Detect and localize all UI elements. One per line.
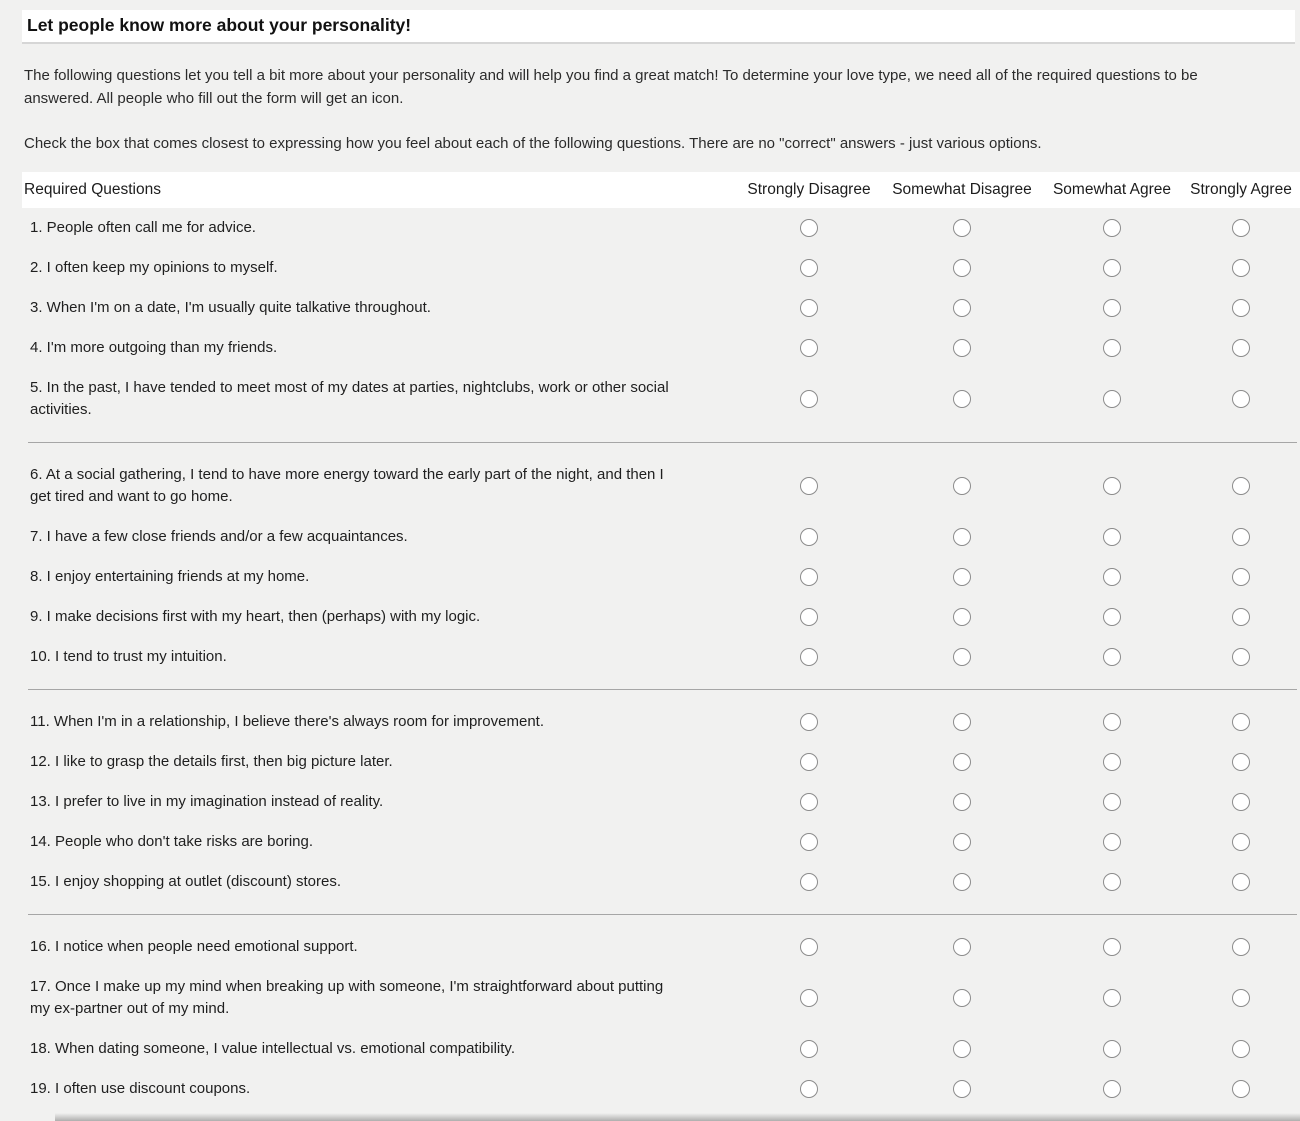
radio-q11-strongly-disagree[interactable] (800, 713, 818, 731)
radio-q8-somewhat-agree[interactable] (1103, 568, 1121, 586)
question-row (22, 702, 1300, 742)
radio-q5-strongly-agree[interactable] (1232, 390, 1250, 408)
radio-q5-somewhat-agree[interactable] (1103, 390, 1121, 408)
question-text: 10. I tend to trust my intuition. (30, 647, 227, 665)
question-row (22, 288, 1300, 328)
question-row (22, 208, 1300, 248)
radio-q19-strongly-agree[interactable] (1232, 1080, 1250, 1098)
radio-q7-strongly-agree[interactable] (1232, 528, 1250, 546)
question-row (22, 597, 1300, 637)
radio-q8-strongly-disagree[interactable] (800, 568, 818, 586)
question-text: 16. I notice when people need emotional support. (30, 937, 358, 955)
radio-q14-strongly-disagree[interactable] (800, 833, 818, 851)
radio-q13-strongly-agree[interactable] (1232, 793, 1250, 811)
radio-q18-strongly-agree[interactable] (1232, 1040, 1250, 1058)
intro-paragraph-2: Check the box that comes closest to expressing how you feel about each of the following questions. There are no "correct" answers - just various options. (24, 135, 1042, 152)
section-divider (28, 442, 1297, 443)
radio-q16-strongly-agree[interactable] (1232, 938, 1250, 956)
radio-q11-somewhat-disagree[interactable] (953, 713, 971, 731)
radio-q12-somewhat-agree[interactable] (1103, 753, 1121, 771)
radio-q18-somewhat-agree[interactable] (1103, 1040, 1121, 1058)
radio-q17-strongly-agree[interactable] (1232, 989, 1250, 1007)
radio-q15-strongly-disagree[interactable] (800, 873, 818, 891)
question-row (22, 782, 1300, 822)
radio-q13-strongly-disagree[interactable] (800, 793, 818, 811)
radio-q4-somewhat-agree[interactable] (1103, 339, 1121, 357)
radio-q10-somewhat-disagree[interactable] (953, 648, 971, 666)
radio-q1-strongly-agree[interactable] (1232, 219, 1250, 237)
question-text: 13. I prefer to live in my imagination instead of reality. (30, 792, 384, 810)
radio-q15-somewhat-disagree[interactable] (953, 873, 971, 891)
radio-q18-somewhat-disagree[interactable] (953, 1040, 971, 1058)
radio-q13-somewhat-disagree[interactable] (953, 793, 971, 811)
question-row (22, 967, 1300, 1029)
radio-q4-strongly-disagree[interactable] (800, 339, 818, 357)
question-text: 7. I have a few close friends and/or a few acquaintances. (30, 527, 408, 545)
radio-q2-strongly-agree[interactable] (1232, 259, 1250, 277)
radio-q19-somewhat-disagree[interactable] (953, 1080, 971, 1098)
radio-q16-somewhat-disagree[interactable] (953, 938, 971, 956)
radio-q10-somewhat-agree[interactable] (1103, 648, 1121, 666)
radio-q15-somewhat-agree[interactable] (1103, 873, 1121, 891)
radio-q11-strongly-agree[interactable] (1232, 713, 1250, 731)
option-header-strongly-agree: Strongly Agree (1190, 180, 1292, 198)
question-row (22, 368, 1300, 430)
question-text: 3. When I'm on a date, I'm usually quite talkative throughout. (30, 298, 431, 316)
radio-q13-somewhat-agree[interactable] (1103, 793, 1121, 811)
radio-q6-somewhat-disagree[interactable] (953, 477, 971, 495)
question-text: 11. When I'm in a relationship, I believe there's always room for improvement. (30, 712, 545, 730)
question-text: 12. I like to grasp the details first, then big picture later. (30, 752, 393, 770)
question-text: 14. People who don't take risks are boring. (30, 832, 314, 850)
radio-q3-strongly-agree[interactable] (1232, 299, 1250, 317)
radio-q10-strongly-disagree[interactable] (800, 648, 818, 666)
radio-q3-somewhat-disagree[interactable] (953, 299, 971, 317)
question-row (22, 248, 1300, 288)
survey-body (22, 208, 1300, 1109)
radio-q9-somewhat-agree[interactable] (1103, 608, 1121, 626)
option-header-somewhat-disagree: Somewhat Disagree (892, 180, 1032, 198)
survey-table (22, 172, 1300, 1109)
required-questions-label: Required Questions (24, 180, 161, 198)
radio-q19-somewhat-agree[interactable] (1103, 1080, 1121, 1098)
question-row (22, 742, 1300, 782)
radio-q5-somewhat-disagree[interactable] (953, 390, 971, 408)
question-row (22, 927, 1300, 967)
radio-q2-somewhat-agree[interactable] (1103, 259, 1121, 277)
radio-q6-somewhat-agree[interactable] (1103, 477, 1121, 495)
question-text: 17. Once I make up my mind when breaking up with someone, I'm straightforward about putting my ex-partner out of my mind. (30, 977, 664, 1017)
question-row (22, 862, 1300, 902)
radio-q18-strongly-disagree[interactable] (800, 1040, 818, 1058)
radio-q8-somewhat-disagree[interactable] (953, 568, 971, 586)
bottom-shadow (55, 1113, 1300, 1121)
question-text: 6. At a social gathering, I tend to have more energy toward the early part of the night, and then I get tired and want to go home. (30, 465, 664, 505)
section-divider (28, 689, 1297, 690)
radio-q12-somewhat-disagree[interactable] (953, 753, 971, 771)
question-text: 8. I enjoy entertaining friends at my home. (30, 567, 310, 585)
radio-q7-somewhat-agree[interactable] (1103, 528, 1121, 546)
radio-q3-somewhat-agree[interactable] (1103, 299, 1121, 317)
radio-q16-strongly-disagree[interactable] (800, 938, 818, 956)
radio-q10-strongly-agree[interactable] (1232, 648, 1250, 666)
title-bar (22, 10, 1295, 44)
radio-q12-strongly-disagree[interactable] (800, 753, 818, 771)
question-text: 18. When dating someone, I value intellectual vs. emotional compatibility. (30, 1039, 515, 1057)
question-row (22, 822, 1300, 862)
question-text: 4. I'm more outgoing than my friends. (30, 338, 278, 356)
question-row (22, 328, 1300, 368)
radio-q14-somewhat-disagree[interactable] (953, 833, 971, 851)
option-header-strongly-disagree: Strongly Disagree (747, 180, 871, 198)
radio-q7-strongly-disagree[interactable] (800, 528, 818, 546)
radio-q9-strongly-disagree[interactable] (800, 608, 818, 626)
radio-q6-strongly-agree[interactable] (1232, 477, 1250, 495)
radio-q1-somewhat-agree[interactable] (1103, 219, 1121, 237)
radio-q5-strongly-disagree[interactable] (800, 390, 818, 408)
question-text: 19. I often use discount coupons. (30, 1079, 251, 1097)
radio-q3-strongly-disagree[interactable] (800, 299, 818, 317)
radio-q17-somewhat-disagree[interactable] (953, 989, 971, 1007)
radio-q17-somewhat-agree[interactable] (1103, 989, 1121, 1007)
radio-q4-somewhat-disagree[interactable] (953, 339, 971, 357)
question-row (22, 1069, 1300, 1109)
question-text: 15. I enjoy shopping at outlet (discount) stores. (30, 872, 342, 890)
radio-q7-somewhat-disagree[interactable] (953, 528, 971, 546)
radio-q19-strongly-disagree[interactable] (800, 1080, 818, 1098)
radio-q8-strongly-agree[interactable] (1232, 568, 1250, 586)
survey-header-row (22, 172, 1300, 208)
question-row (22, 455, 1300, 517)
section-divider (28, 914, 1297, 915)
radio-q12-strongly-agree[interactable] (1232, 753, 1250, 771)
question-row (22, 637, 1300, 677)
option-header-somewhat-agree: Somewhat Agree (1052, 180, 1172, 198)
question-row (22, 557, 1300, 597)
radio-q17-strongly-disagree[interactable] (800, 989, 818, 1007)
question-text: 5. In the past, I have tended to meet most of my dates at parties, nightclubs, work or other social activities. (30, 378, 669, 418)
radio-q1-strongly-disagree[interactable] (800, 219, 818, 237)
intro-paragraph-1: The following questions let you tell a bit more about your personality and will help you find a great match! To determine your love type, we need all of the required questions to be answered. All people who fill out the form will get an icon. (24, 67, 1198, 107)
radio-q15-strongly-agree[interactable] (1232, 873, 1250, 891)
radio-q6-strongly-disagree[interactable] (800, 477, 818, 495)
radio-q14-somewhat-agree[interactable] (1103, 833, 1121, 851)
question-text: 9. I make decisions first with my heart, then (perhaps) with my logic. (30, 607, 481, 625)
radio-q14-strongly-agree[interactable] (1232, 833, 1250, 851)
question-text: 2. I often keep my opinions to myself. (30, 258, 278, 276)
radio-q9-strongly-agree[interactable] (1232, 608, 1250, 626)
radio-q2-somewhat-disagree[interactable] (953, 259, 971, 277)
radio-q11-somewhat-agree[interactable] (1103, 713, 1121, 731)
question-row (22, 517, 1300, 557)
radio-q9-somewhat-disagree[interactable] (953, 608, 971, 626)
page-title: Let people know more about your personality! (27, 15, 412, 35)
radio-q2-strongly-disagree[interactable] (800, 259, 818, 277)
radio-q16-somewhat-agree[interactable] (1103, 938, 1121, 956)
radio-q1-somewhat-disagree[interactable] (953, 219, 971, 237)
radio-q4-strongly-agree[interactable] (1232, 339, 1250, 357)
question-row (22, 1029, 1300, 1069)
question-text: 1. People often call me for advice. (30, 218, 256, 236)
